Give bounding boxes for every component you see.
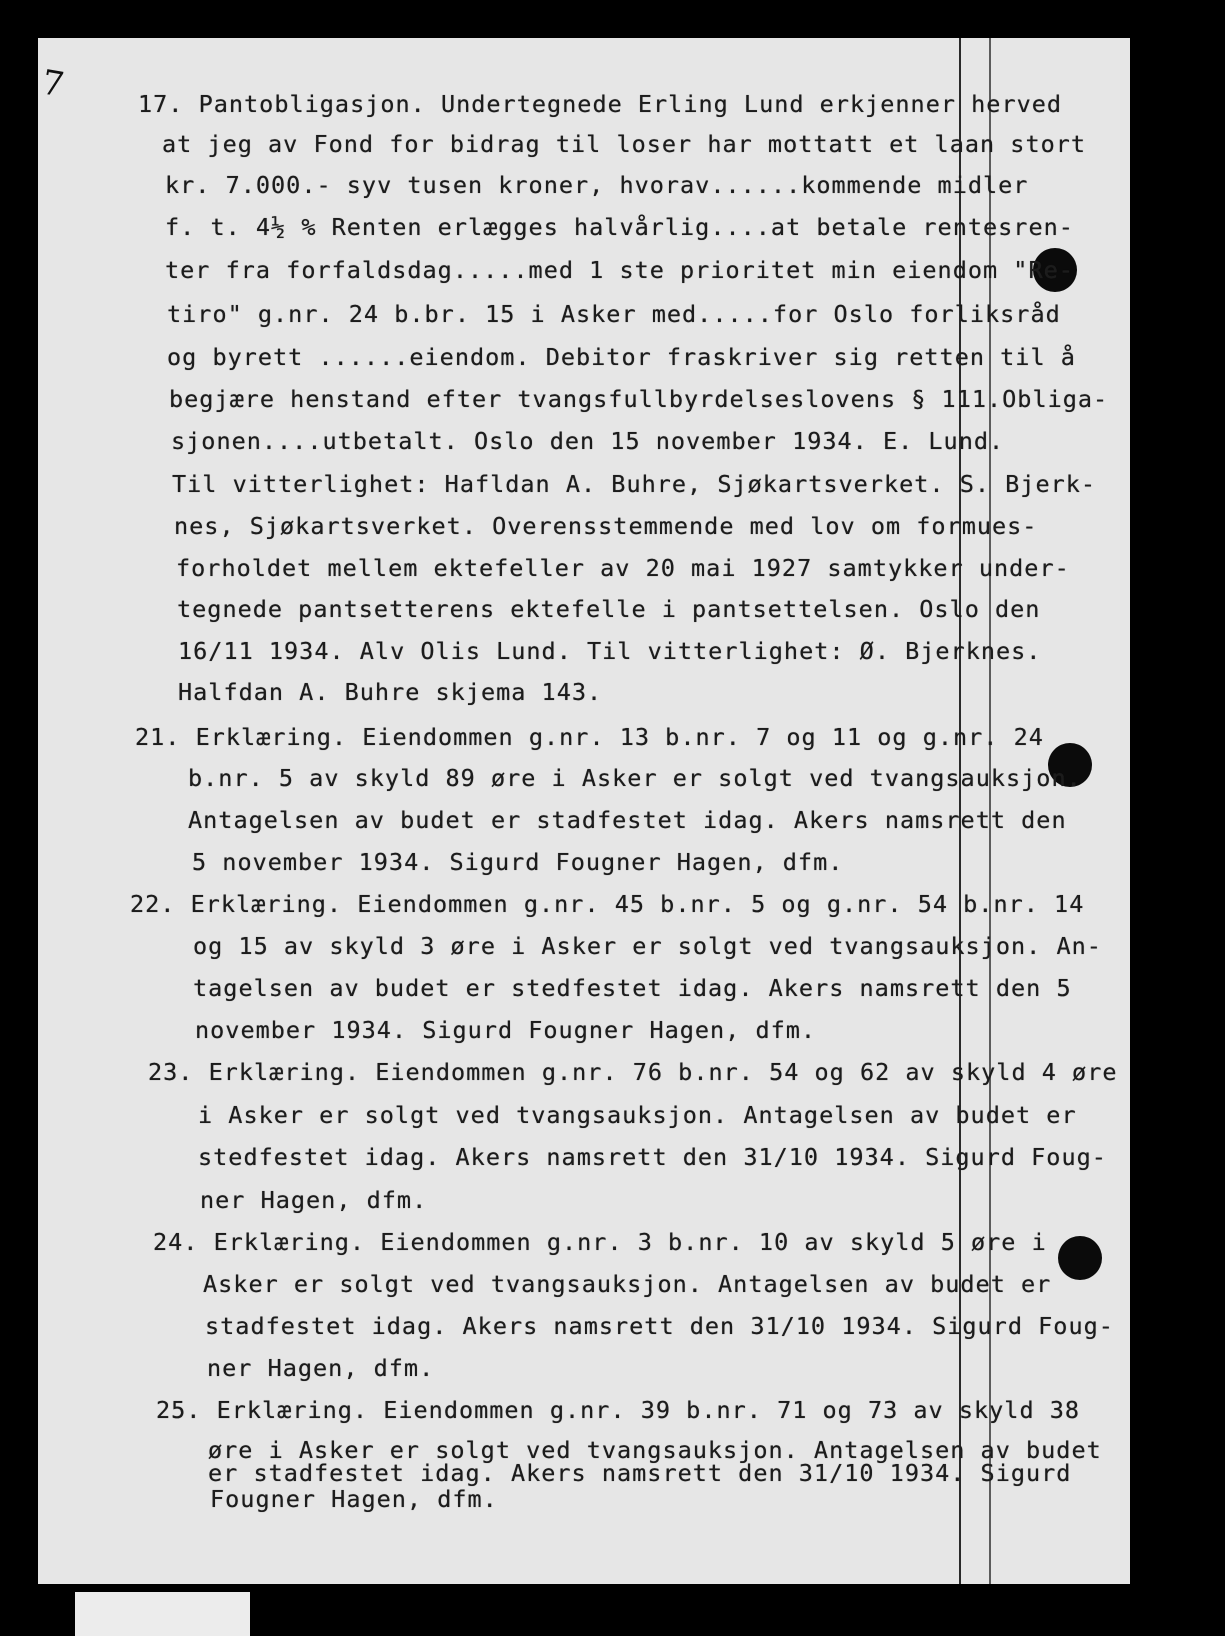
text-line: 22. Erklæring. Eiendommen g.nr. 45 b.nr. 5 og g.nr. 54 b.nr. 14 <box>130 890 1085 918</box>
text-line: tiro" g.nr. 24 b.br. 15 i Asker med.....for Oslo forliksråd <box>167 300 1061 328</box>
text-line: tegnede pantsetterens ektefelle i pantsettelsen. Oslo den <box>177 595 1041 623</box>
text-line: Halfdan A. Buhre skjema 143. <box>178 678 603 706</box>
next-page-edge <box>75 1592 250 1636</box>
text-line: 24. Erklæring. Eiendommen g.nr. 3 b.nr. 10 av skyld 5 øre i <box>153 1228 1047 1256</box>
text-line: 23. Erklæring. Eiendommen g.nr. 76 b.nr. 54 og 62 av skyld 4 øre <box>148 1058 1118 1086</box>
text-line: begjære henstand efter tvangsfullbyrdelseslovens § 111.Obliga- <box>169 385 1109 413</box>
text-line: ter fra forfaldsdag.....med 1 ste prioritet min eiendom "Re- <box>165 256 1074 284</box>
document-page <box>38 38 1130 1584</box>
text-line: kr. 7.000.- syv tusen kroner, hvorav......kommende midler <box>165 171 1029 199</box>
text-line: i Asker er solgt ved tvangsauksjon. Antagelsen av budet er <box>198 1101 1077 1129</box>
text-line: b.nr. 5 av skyld 89 øre i Asker er solgt ved tvangsauksjon. <box>188 764 1082 792</box>
text-line: at jeg av Fond for bidrag til loser har mottatt et laan stort <box>162 130 1087 158</box>
text-line: Fougner Hagen, dfm. <box>210 1485 498 1513</box>
punch-hole-icon <box>1058 1236 1102 1280</box>
text-line: nes, Sjøkartsverket. Overensstemmende med lov om formues- <box>174 512 1038 540</box>
text-line: 16/11 1934. Alv Olis Lund. Til vitterlighet: Ø. Bjerknes. <box>178 637 1042 665</box>
text-line: er stadfestet idag. Akers namsrett den 31/10 1934. Sigurd <box>208 1459 1072 1487</box>
text-line: 5 november 1934. Sigurd Fougner Hagen, dfm. <box>192 848 844 876</box>
text-line: ner Hagen, dfm. <box>207 1354 435 1382</box>
corner-mark: 7 <box>38 62 67 106</box>
text-line: f. t. 4½ % Renten erlægges halvårlig....at betale rentesren- <box>165 213 1074 241</box>
text-line: stedfestet idag. Akers namsrett den 31/10 1934. Sigurd Foug- <box>198 1143 1107 1171</box>
text-line: sjonen....utbetalt. Oslo den 15 november 1934. E. Lund. <box>171 427 1005 455</box>
text-line: 21. Erklæring. Eiendommen g.nr. 13 b.nr. 7 og 11 og g.nr. 24 <box>135 723 1044 751</box>
text-line: og 15 av skyld 3 øre i Asker er solgt ved tvangsauksjon. An- <box>193 932 1102 960</box>
text-line: november 1934. Sigurd Fougner Hagen, dfm. <box>195 1016 817 1044</box>
text-line: tagelsen av budet er stedfestet idag. Akers namsrett den 5 <box>193 974 1072 1002</box>
text-line: Asker er solgt ved tvangsauksjon. Antagelsen av budet er <box>203 1270 1052 1298</box>
text-line: Antagelsen av budet er stadfestet idag. Akers namsrett den <box>188 806 1067 834</box>
text-line: stadfestet idag. Akers namsrett den 31/10 1934. Sigurd Foug- <box>205 1312 1114 1340</box>
text-line: forholdet mellem ektefeller av 20 mai 1927 samtykker under- <box>176 554 1070 582</box>
text-line: 25. Erklæring. Eiendommen g.nr. 39 b.nr. 71 og 73 av skyld 38 <box>156 1396 1081 1424</box>
text-line: og byrett ......eiendom. Debitor fraskriver sig retten til å <box>167 343 1076 371</box>
text-line: øre i Asker er solgt ved tvangsauksjon. Antagelsen av budet <box>208 1436 1102 1464</box>
text-line: Til vitterlighet: Hafldan A. Buhre, Sjøkartsverket. S. Bjerk- <box>172 470 1097 498</box>
text-line: ner Hagen, dfm. <box>200 1186 428 1214</box>
text-line: 17. Pantobligasjon. Undertegnede Erling Lund erkjenner herved <box>138 90 1063 118</box>
